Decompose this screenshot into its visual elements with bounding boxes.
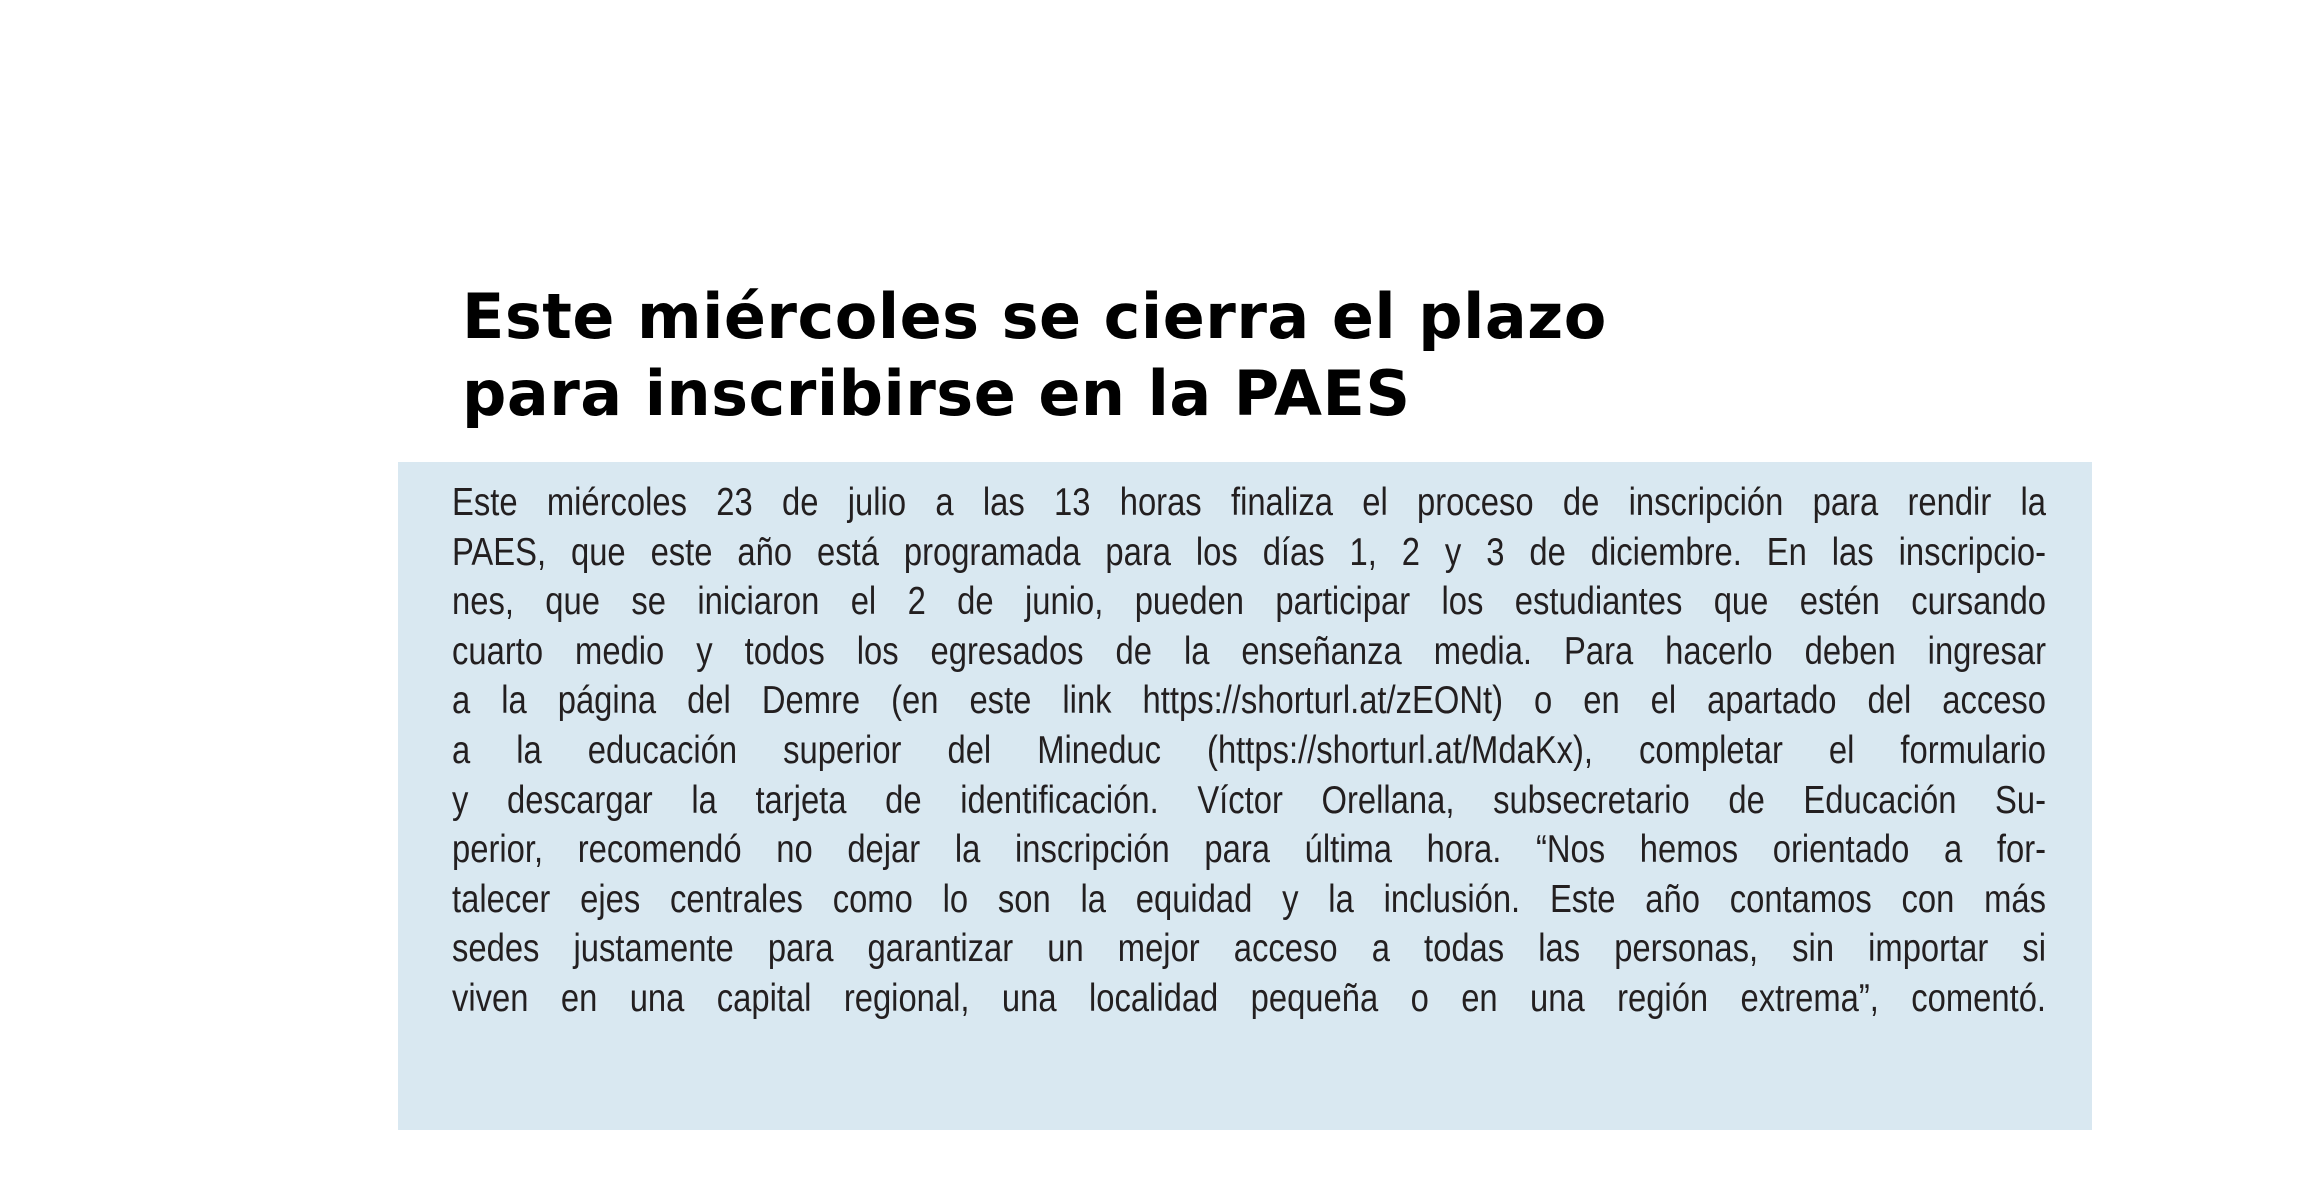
body-line-8: perior, recomendó no dejar la inscripción para última hora. “Nos hemos orientado a for- [452,828,2047,872]
headline-line-1: Este miércoles se cierra el plazo [462,280,1607,353]
body-line-9: talecer ejes centrales como lo son la equidad y la inclusión. Este año contamos con más [452,877,2047,921]
body-line-3: nes, que se iniciaron el 2 de junio, pueden participar los estudiantes que estén cursando [452,580,2047,624]
body-line-7: y descargar la tarjeta de identificación. Víctor Orellana, subsecretario de Educación Su- [452,778,2047,822]
body-line-11: viven en una capital regional, una localidad pequeña o en una región extrema”, comentó. [452,976,2047,1020]
body-line-5: a la página del Demre (en este link https://shorturl.at/zEONt) o en el apartado del acceso [452,679,2047,723]
headline [462,278,1762,432]
headline-line-2: para inscribirse en la PAES [462,357,1411,430]
body-line-10: sedes justamente para garantizar un mejor acceso a todas las personas, sin importar si [452,927,2047,971]
body-line-4: cuarto medio y todos los egresados de la enseñanza media. Para hacerlo deben ingresar [452,629,2047,673]
body-line-1: Este miércoles 23 de julio a las 13 horas finaliza el proceso de inscripción para rendir la [452,481,2047,524]
body-line-2: PAES, que este año está programada para los días 1, 2 y 3 de diciembre. En las inscripcio- [452,530,2047,574]
article-body [452,478,2046,1024]
body-line-6: a la educación superior del Mineduc (https://shorturl.at/MdaKx), completar el formulario [452,728,2047,772]
